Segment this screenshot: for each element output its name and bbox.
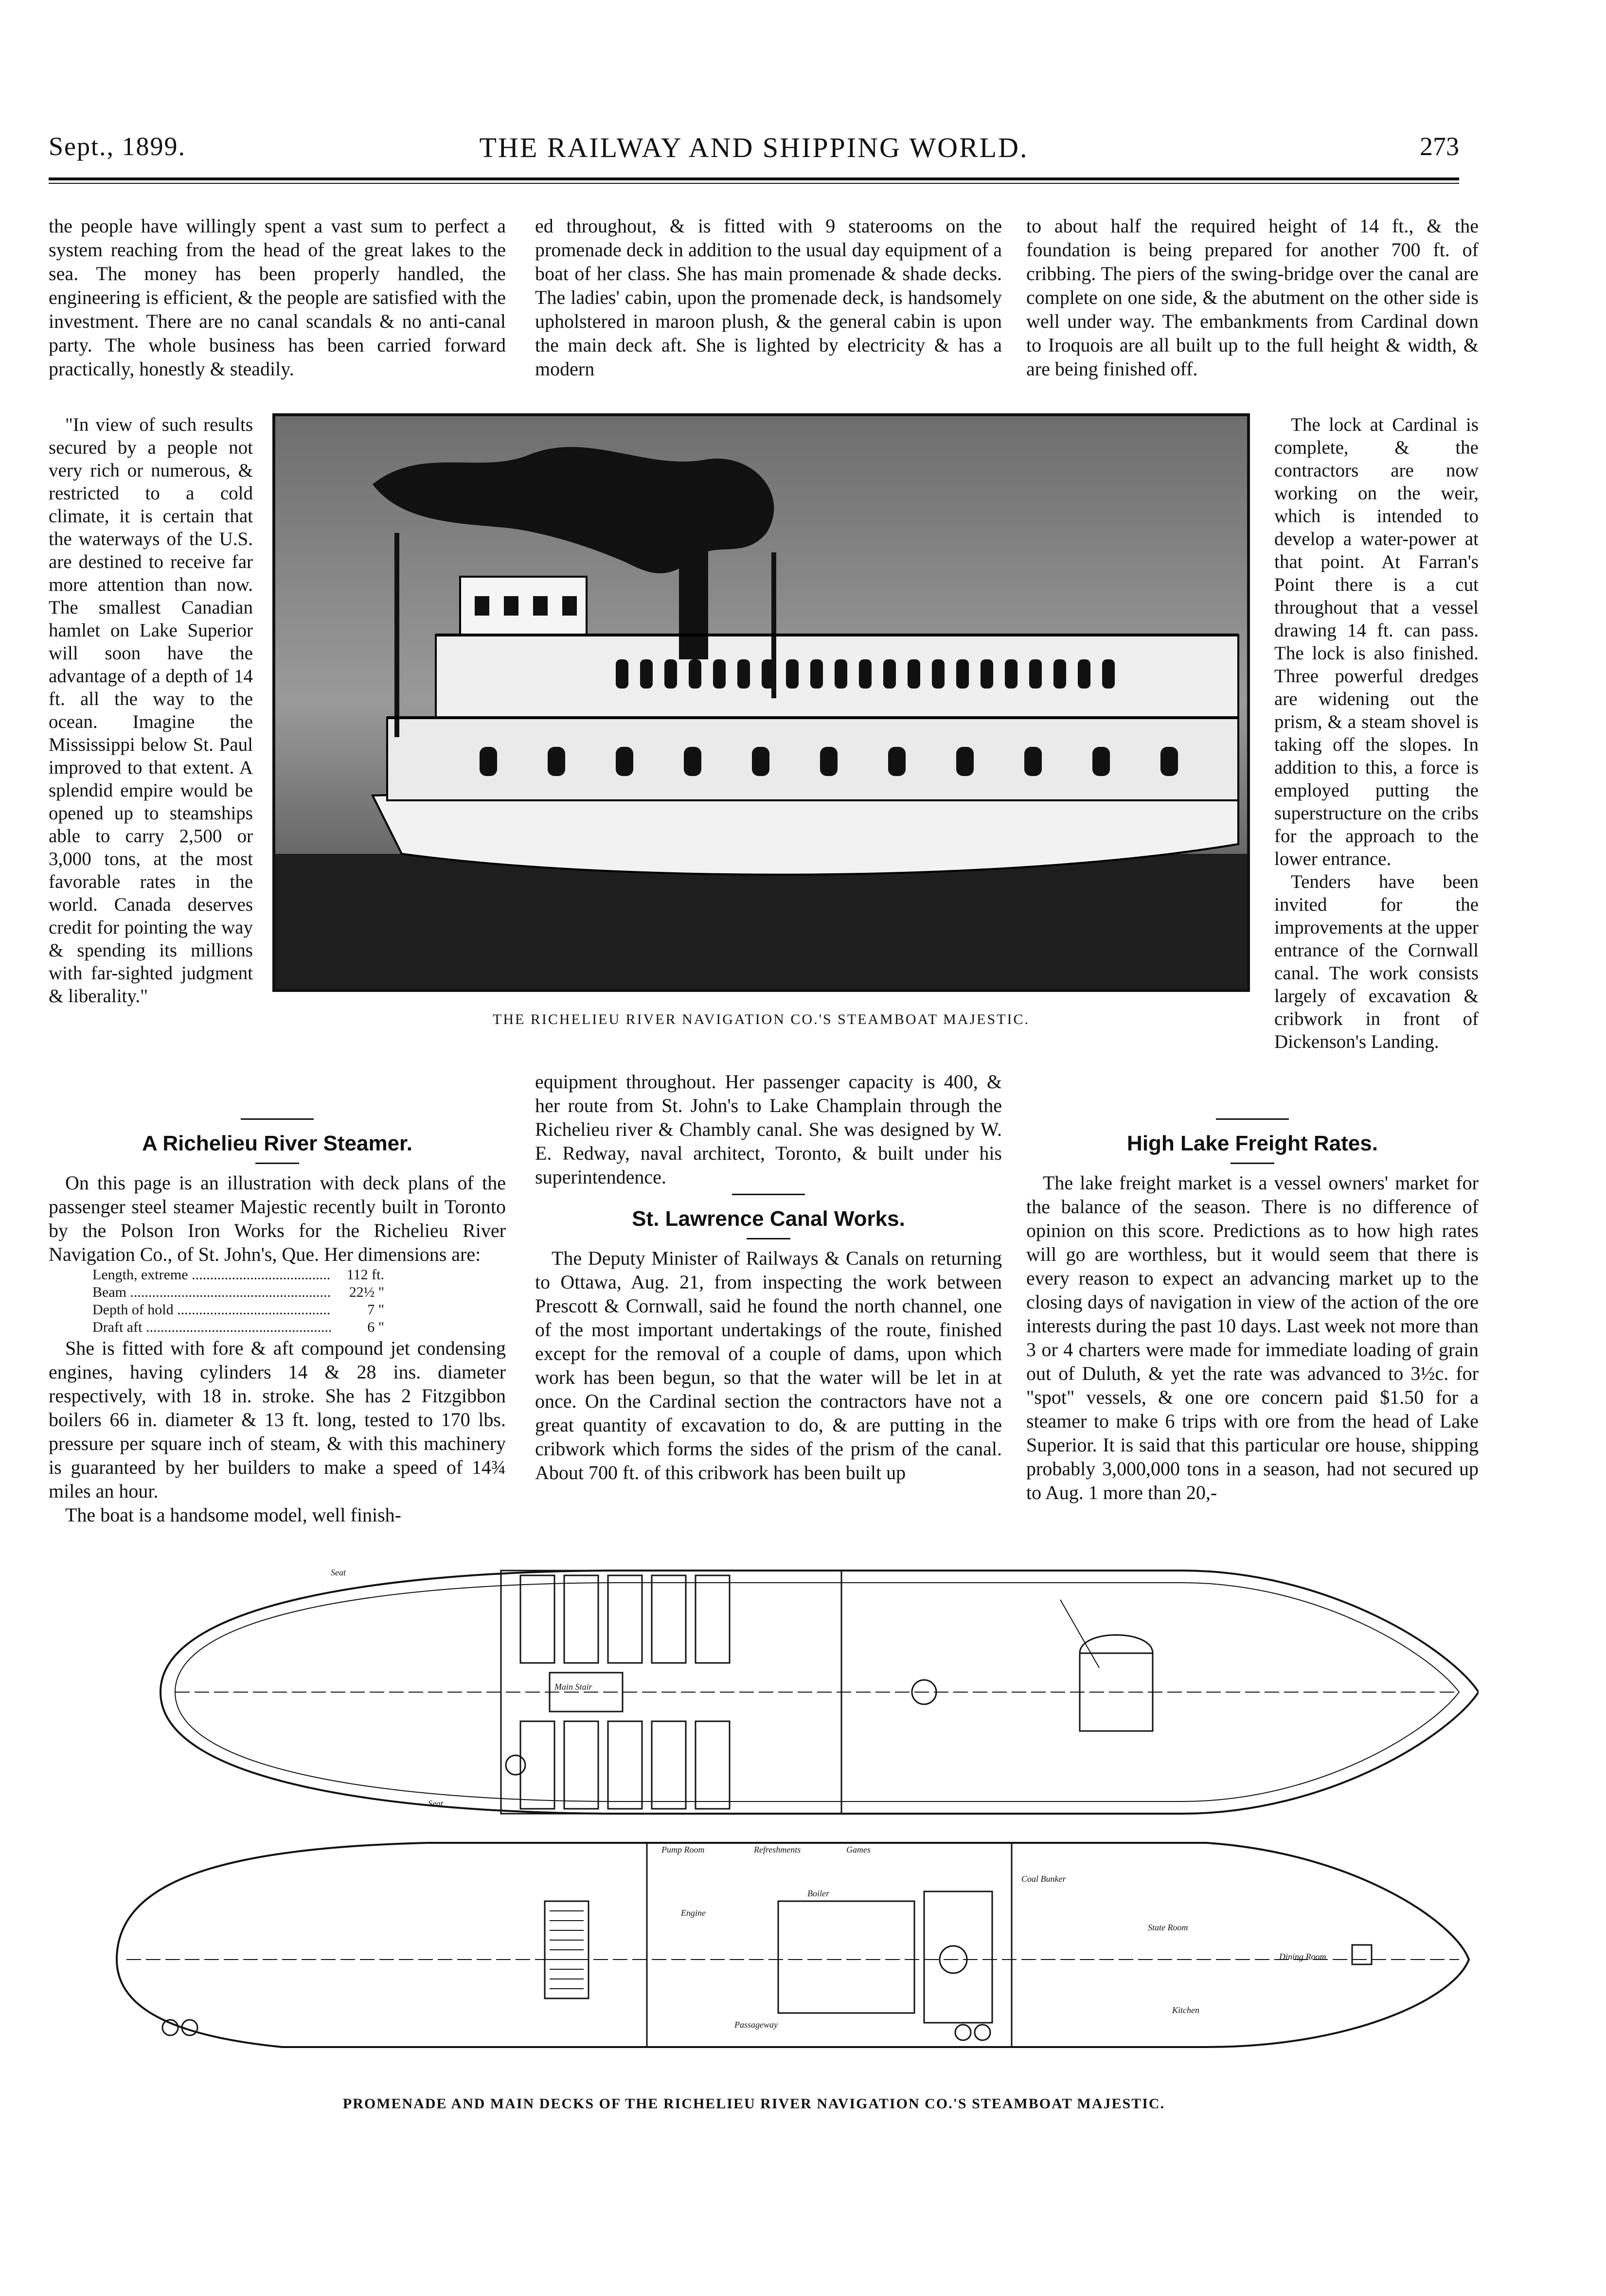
dimensions-table	[49, 1266, 506, 1336]
heading-richelieu-steamer: A Richelieu River Steamer.	[142, 1131, 412, 1155]
dimension-row: Length, extreme ..... 112 ft.	[92, 1266, 384, 1284]
heading-canal-works: St. Lawrence Canal Works.	[632, 1207, 905, 1231]
plan-label-boiler: Boiler	[807, 1889, 829, 1898]
paragraph: The lake freight market is a vessel owners' market for the balance of the season. There is no difference of opinion on this score. Predictions as to how high rates will go are worthless, but it would seem that there is every reason to expect an advancing market up to the closing days of navigation in view of the action of the ore interests during the past 10 days. Last week not more than 3 or 4 charters were made for immediate loading of grain out of Duluth, & yet the rate was advanced to 3½c. for "spot" vessels, & one ore concern paid $1.50 for a steamer to make 6 trips with ore from the head of Lake Superior. It is said that this particular ore house, shipping probably 3,000,000 tons in a season, had not secured up to Aug. 1 more than 20,-	[1026, 1172, 1479, 1503]
header-rule-thin	[49, 183, 1459, 184]
plan-label-refreshments: Refreshments	[754, 1845, 801, 1854]
promenade-deck-plan	[161, 1571, 1479, 1814]
photo-caption: THE RICHELIEU RIVER NAVIGATION CO.'S STEAMBOAT MAJESTIC.	[493, 1011, 1030, 1027]
column-3-bottom	[1026, 1113, 1479, 1504]
dimension-row: Draft aft ..... 6 "	[92, 1319, 384, 1336]
steamboat-illustration	[275, 416, 1247, 989]
paragraph: On this page is an illustration with deck plans of the passenger steel steamer Majestic recently built in Toronto by the Polson Iron Works for the Richelieu River Navigation Co., of St. John's, Que. Her dimensions are:	[49, 1172, 506, 1265]
column-1-top	[49, 214, 506, 381]
paragraph: The Deputy Minister of Railways & Canals on returning to Ottawa, Aug. 21, from inspecting the work between Prescott & Cornwall, said he found the north channel, one of the most important undertakings of the route, finished except for the removal of a couple of dams, upon which work has been begun, so that the water will be let in at once. On the Cardinal section the contractors have not a great quantity of excavation to do, & are putting in the cribwork which forms the sides of the prism of the canal. About 700 ft. of this cribwork has been built up	[535, 1247, 1002, 1484]
running-header	[49, 131, 1459, 170]
column-2-bottom	[535, 1070, 1002, 1484]
paragraph: the people have willingly spent a vast sum to perfect a system reaching from the head of the great lakes to the sea. The money has been properly handled, the engineering is efficient, & the people are satisfied with the investment. There are no canal scandals & no anti-canal party. The whole business has been carried forward practically, honestly & steadily.	[49, 215, 506, 380]
plan-label-seat: Seat	[428, 1799, 443, 1808]
plan-label-state-room: State Room	[1148, 1923, 1188, 1932]
plan-label-kitchen: Kitchen	[1172, 2005, 1199, 2015]
column-2-top	[535, 214, 1002, 381]
paragraph: Tenders have been invited for the improvements at the upper entrance of the Cornwall canal. The work consists largely of excavation & cribwork in front of Dickenson's Landing.	[1274, 871, 1479, 1052]
separator	[241, 1118, 314, 1120]
fore-mast	[394, 533, 399, 737]
deck-plans-drawing	[88, 1561, 1479, 2066]
deck-plans	[88, 1561, 1479, 2066]
column-1-bottom	[49, 1113, 506, 1527]
funnel	[679, 523, 708, 659]
paragraph-quote: "In view of such results secured by a people not very rich or numerous, & restricted to a cold climate, it is certain that the waterways of the U.S. are destined to receive far more attention than now. The smallest Canadian hamlet on Lake Superior will soon have the advantage of a depth of 14 ft. all the way to the ocean. Imagine the Mississippi below St. Paul improved to that extent. A splendid empire would be opened up to steamships able to carry 2,500 or 3,000 tons, at the most favorable rates in the world. Canada deserves credit for pointing the way & spending its millions with far-sighted judgment & liberality."	[49, 414, 253, 1007]
header-rule	[49, 177, 1459, 180]
promenade-windows	[616, 659, 1115, 689]
plans-caption: PROMENADE AND MAIN DECKS OF THE RICHELIEU RIVER NAVIGATION CO.'S STEAMBOAT MAJESTIC.	[342, 2096, 1165, 2112]
plan-label-dining-room: Dining Room	[1279, 1952, 1326, 1961]
paragraph: The boat is a handsome model, well finish-	[65, 1504, 401, 1526]
separator	[1216, 1118, 1289, 1120]
separator	[1231, 1163, 1274, 1164]
column-3-narrow	[1274, 413, 1479, 1053]
dimension-row: Depth of hold ..... 7 "	[92, 1301, 384, 1319]
issue-date: Sept., 1899.	[49, 132, 186, 161]
main-deck-plan	[117, 1843, 1469, 2047]
dimension-row: Beam ..... 22½ "	[92, 1284, 384, 1301]
column-1-narrow	[49, 413, 253, 1007]
plan-label-passageway: Passageway	[734, 2020, 778, 2030]
page-number: 273	[1420, 132, 1459, 161]
paragraph: equipment throughout. Her passenger capacity is 400, & her route from St. John's to Lake Champlain through the Richelieu river & Chambly canal. She was designed by W. E. Redway, naval architect, Toronto, & built under his superintendence.	[535, 1071, 1002, 1188]
separator	[255, 1163, 299, 1164]
paragraph: to about half the required height of 14 ft., & the foundation is being prepared for another 700 ft. of cribbing. The piers of the swing-bridge over the canal are complete on one side, & the abutment on the other side is well under way. The embankments from Cardinal down to Iroquois are all built up to the full height & width, & are being finished off.	[1026, 215, 1479, 380]
separator	[747, 1238, 790, 1239]
paragraph: She is fitted with fore & aft compound jet condensing engines, having cylinders 14 & 28 ins. diameter respectively, with 18 in. stroke. She has 2 Fitzgibbon boilers 66 in. diameter & 13 ft. long, tested to 170 lbs. pressure per square inch of steam, & with this machinery is guaranteed by her builders to make a speed of 14¾ miles an hour.	[49, 1337, 506, 1502]
plan-label-coal-bunker: Coal Bunker	[1021, 1874, 1066, 1884]
paragraph: The lock at Cardinal is complete, & the contractors are now working on the weir, which is intended to develop a water-power at that point. At Farran's Point there is a cut throughout that a vessel drawing 14 ft. can pass. The lock is also finished. Three powerful dredges are widening out the prism, & a steam shovel is taking off the slopes. In addition to this, a force is employed putting the superstructure on the cribs for the approach to the lower entrance.	[1274, 414, 1479, 869]
separator	[732, 1194, 805, 1195]
publication-title: THE RAILWAY AND SHIPPING WORLD.	[479, 132, 1029, 163]
plan-label-engine: Engine	[681, 1908, 706, 1918]
heading-freight-rates: High Lake Freight Rates.	[1127, 1131, 1378, 1155]
plan-label-main-stair: Main Stair	[554, 1682, 592, 1692]
plan-label-games: Games	[846, 1845, 871, 1854]
plan-label-pump-room: Pump Room	[661, 1845, 705, 1854]
steamboat-photo	[272, 413, 1250, 992]
paragraph: ed throughout, & is fitted with 9 staterooms on the promenade deck in addition to the usual day equipment of a boat of her class. She has main promenade & shade decks. The ladies' cabin, upon the promenade deck, is handsomely upholstered in maroon plush, & the general cabin is upon the main deck aft. She is lighted by electricity & has a modern	[535, 215, 1002, 380]
main-deck-cabin	[387, 718, 1238, 800]
column-3-top	[1026, 214, 1479, 381]
plan-label-seat: Seat	[331, 1568, 346, 1577]
